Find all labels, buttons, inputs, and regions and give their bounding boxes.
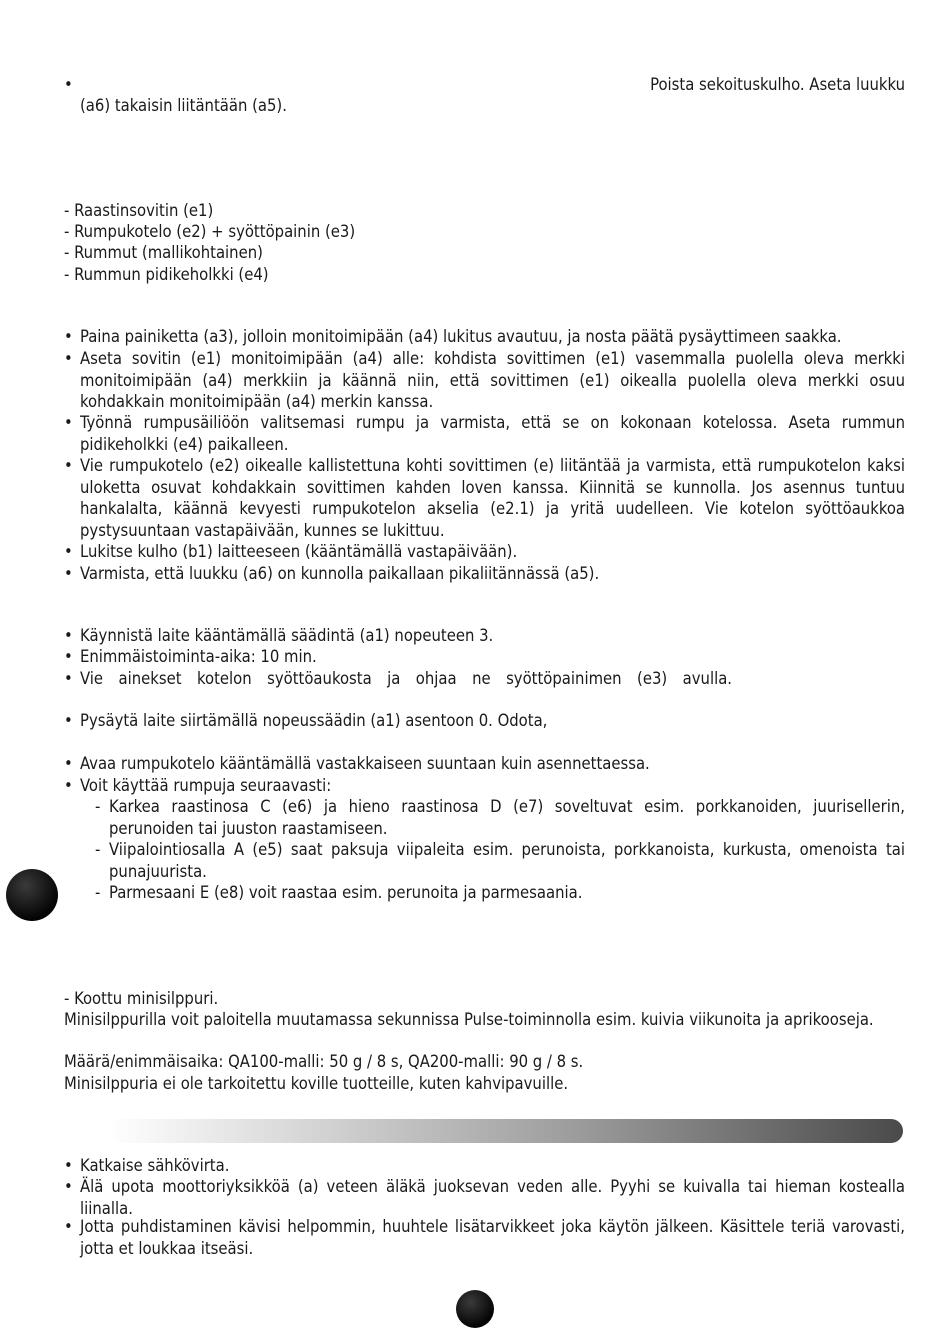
- bullet-glyph: •: [64, 1217, 73, 1236]
- use-step-text: Käynnistä laite kääntämällä säädintä (a1) nopeuteen 3.: [80, 626, 494, 645]
- page-number-circle: [456, 1290, 494, 1328]
- assembly-step-text: Lukitse kulho (b1) laitteeseen (kääntämällä vastapäivään).: [80, 542, 518, 561]
- use-step: [64, 625, 905, 647]
- assembly-step-text: Varmista, että luukku (a6) on kunnolla paikallaan pikaliitännässä (a5).: [80, 564, 600, 583]
- cleaning-step-text: Jotta puhdistaminen kävisi helpommin, huuhtele lisätarvikkeet joka käytön jälkeen. Käsittele teriä varovasti, jotta et loukkaa itseäsi.: [80, 1217, 905, 1258]
- assembly-step: [64, 563, 905, 585]
- parts-item: - Rummut (mallikohtainen): [64, 243, 263, 262]
- assembly-step: [64, 455, 905, 541]
- bullet-glyph: •: [64, 1156, 73, 1175]
- dash-glyph: -: [95, 797, 101, 816]
- section-divider-bar: [108, 1119, 903, 1143]
- parts-item: - Rummun pidikeholkki (e4): [64, 265, 269, 284]
- use-step: [64, 646, 905, 668]
- use-step-text: Vie ainekset kotelon syöttöaukosta ja ohjaa ne syöttöpainimen (e3) avulla.: [80, 669, 732, 688]
- cleaning-step-text: Katkaise sähkövirta.: [80, 1156, 230, 1175]
- bullet-glyph: •: [64, 564, 73, 583]
- mini-item: - Koottu minisilppuri.: [64, 989, 219, 1008]
- bullet-glyph: •: [64, 626, 73, 645]
- bullet-glyph: •: [64, 456, 73, 475]
- assembly-step: [64, 412, 905, 455]
- bullet-glyph: •: [64, 669, 73, 688]
- drum-use-item: [95, 839, 905, 882]
- bullet-glyph: •: [64, 754, 73, 773]
- assembly-step-text: Aseta sovitin (e1) monitoimipään (a4) alle: kohdista sovittimen (e1) vasemmalla puolella oleva merkki monitoimipään (a4) merkkiin ja käännä niin, että sovittimen (e1) oikealla puolella oleva merkki osuu kohdakkain monitoimipään (a4) merkin kanssa.: [80, 349, 905, 411]
- drum-use-item: [95, 796, 905, 839]
- assembly-step: [64, 541, 905, 563]
- use-step: [64, 668, 732, 690]
- mini-description: Minisilppurilla voit paloitella muutamassa sekunnissa Pulse-toiminnolla esim. kuivia viikunoita ja aprikooseja.: [64, 1010, 874, 1029]
- bullet-glyph: •: [64, 776, 73, 795]
- drum-step: [64, 775, 905, 797]
- bullet-glyph: •: [64, 413, 73, 432]
- bullet-glyph: •: [64, 349, 73, 368]
- mini-note: Minisilppuria ei ole tarkoitettu koville tuotteille, kuten kahvipavuille.: [64, 1074, 569, 1093]
- cleaning-step: [64, 1216, 905, 1259]
- drum-use-text: Parmesaani E (e8) voit raastaa esim. perunoita ja parmesaania.: [109, 883, 583, 902]
- side-circle-marker: [6, 869, 58, 921]
- bullet-glyph: •: [64, 1177, 73, 1196]
- drum-step-text: Voit käyttää rumpuja seuraavasti:: [80, 776, 332, 795]
- drum-use-text: Karkea raastinosa C (e6) ja hieno raastinosa D (e7) soveltuvat esim. porkkanoiden, juurisellerin, perunoiden tai juuston raastamiseen.: [109, 797, 905, 838]
- intro-bullet: •: [64, 75, 73, 94]
- intro-text-line2: (a6) takaisin liitäntään (a5).: [80, 96, 287, 115]
- assembly-step: [64, 348, 905, 413]
- cleaning-step-text: Älä upota moottoriyksikköä (a) veteen äläkä juoksevan veden alle. Pyyhi se kuivalla tai hieman kostealla liinalla.: [80, 1177, 905, 1218]
- bullet-glyph: •: [64, 542, 73, 561]
- drum-step-text: Avaa rumpukotelo kääntämällä vastakkaiseen suuntaan kuin asennettaessa.: [80, 754, 650, 773]
- drum-use-item: [95, 882, 905, 904]
- bullet-glyph: •: [64, 711, 73, 730]
- intro-text-line1: Poista sekoituskulho. Aseta luukku: [650, 75, 905, 94]
- dash-glyph: -: [95, 883, 101, 902]
- stop-step-text: Pysäytä laite siirtämällä nopeussäädin (a1) asentoon 0. Odota,: [80, 711, 548, 730]
- cleaning-step: [64, 1155, 905, 1177]
- assembly-step: [64, 326, 905, 348]
- bullet-glyph: •: [64, 647, 73, 666]
- drum-use-text: Viipalointiosalla A (e5) saat paksuja viipaleita esim. perunoista, porkkanoista, kurkusta, omenoista tai punajuurista.: [109, 840, 905, 881]
- dash-glyph: -: [95, 840, 101, 859]
- assembly-step-text: Vie rumpukotelo (e2) oikealle kallistettuna kohti sovittimen (e) liitäntää ja varmista, että rumpukotelon kaksi uloketta osuvat kohdakkain sovittimen kahden loven kanssa. Kiinnitä se kunnolla. Jos asennus tuntuu hankalalta, käännä kevyesti rumpukotelon akselia (e2.1) ja yritä uudelleen. Vie kotelon syöttöaukkoa pystysuuntaan vastapäivään, kunnes se lukittuu.: [80, 456, 905, 540]
- parts-item: - Rumpukotelo (e2) + syöttöpainin (e3): [64, 222, 356, 241]
- stop-step: [64, 710, 905, 732]
- drum-step: [64, 753, 905, 775]
- cleaning-step: [64, 1176, 905, 1219]
- use-step-text: Enimmäistoiminta-aika: 10 min.: [80, 647, 317, 666]
- bullet-glyph: •: [64, 327, 73, 346]
- mini-amount: Määrä/enimmäisaika: QA100-malli: 50 g / 8 s, QA200-malli: 90 g / 8 s.: [64, 1052, 584, 1071]
- assembly-step-text: Työnnä rumpusäiliöön valitsemasi rumpu ja varmista, että se on kokonaan kotelossa. Aseta rummun pidikeholkki (e4) paikalleen.: [80, 413, 905, 454]
- assembly-step-text: Paina painiketta (a3), jolloin monitoimipään (a4) lukitus avautuu, ja nosta päätä pysäyttimeen saakka.: [80, 327, 842, 346]
- parts-item: - Raastinsovitin (e1): [64, 201, 214, 220]
